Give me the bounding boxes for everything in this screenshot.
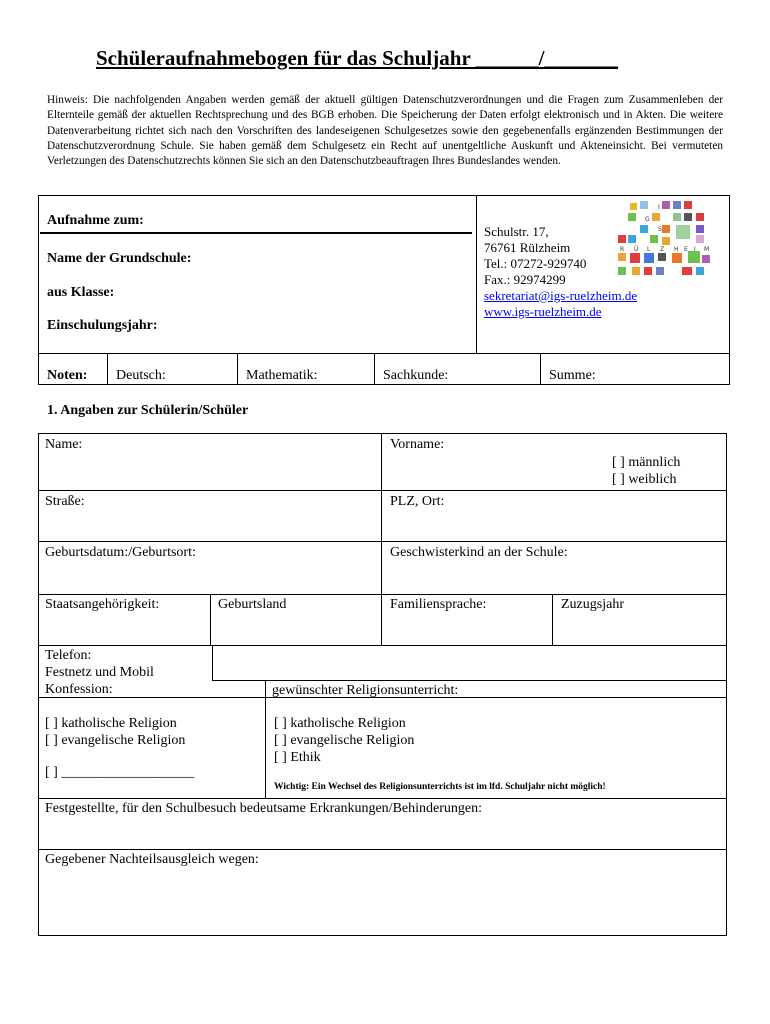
name-label: Name: (45, 437, 83, 452)
school-website-link[interactable]: www.igs-ruelzheim.de (484, 304, 602, 319)
previous-class-label: aus Klasse: (47, 285, 115, 300)
grade-math-label: Mathematik: (246, 368, 318, 383)
school-city: 76761 Rülzheim (484, 240, 571, 255)
nationality-label: Staatsangehörigkeit: (45, 597, 160, 612)
gender-female-checkbox[interactable]: [ ] weiblich (612, 472, 677, 487)
phone-sub-label: Festnetz und Mobil (45, 665, 154, 680)
illness-label: Festgestellte, für den Schulbesuch bedeutsame Erkrankungen/Behinderungen: (45, 801, 482, 816)
admission-label: Aufnahme zum: (47, 213, 144, 228)
confession-label: Konfession: (45, 682, 113, 697)
svg-text:S: S (658, 226, 662, 233)
sibling-label: Geschwisterkind an der Schule: (390, 545, 568, 560)
move-year-label: Zuzugsjahr (561, 597, 624, 612)
religion-ethics-checkbox[interactable]: [ ] Ethik (274, 750, 321, 765)
svg-text:I: I (658, 204, 660, 211)
school-fax: Fax.: 92974299 (484, 272, 566, 287)
school-email-link[interactable]: sekretariat@igs-ruelzheim.de (484, 288, 638, 303)
confession-protestant-checkbox[interactable]: [ ] evangelische Religion (45, 733, 186, 748)
svg-text:I: I (694, 246, 696, 253)
zip-city-label: PLZ, Ort: (390, 494, 445, 509)
religion-protestant-checkbox[interactable]: [ ] evangelische Religion (274, 733, 415, 748)
school-street: Schulstr. 17, (484, 224, 549, 239)
svg-text:Ü: Ü (634, 246, 639, 253)
enrollment-year-label: Einschulungsjahr: (47, 318, 158, 333)
section-heading: 1. Angaben zur Schülerin/Schüler (47, 403, 249, 418)
svg-text:G: G (645, 216, 650, 223)
gender-male-checkbox[interactable]: [ ] männlich (612, 455, 681, 470)
page-title: Schüleraufnahmebogen für das Schuljahr ______/_______ (96, 46, 618, 70)
primary-school-label: Name der Grundschule: (47, 251, 192, 266)
birth-label: Geburtsdatum:/Geburtsort: (45, 545, 196, 560)
svg-text:E: E (684, 246, 688, 253)
compensation-label: Gegebener Nachteilsausgleich wegen: (45, 852, 259, 867)
svg-text:R: R (620, 246, 625, 253)
religion-change-warning: Wichtig: Ein Wechsel des Religionsunterrichts ist im lfd. Schuljahr nicht möglich! (274, 782, 606, 792)
firstname-label: Vorname: (390, 437, 445, 452)
religion-catholic-checkbox[interactable]: [ ] katholische Religion (274, 716, 406, 731)
grade-sum-label: Summe: (549, 368, 596, 383)
street-label: Straße: (45, 494, 85, 509)
school-phone: Tel.: 07272-929740 (484, 256, 587, 271)
svg-text:Z: Z (660, 246, 665, 253)
school-address (484, 224, 637, 320)
svg-text:H: H (674, 246, 679, 253)
family-language-label: Familiensprache: (390, 597, 487, 612)
religion-class-label: gewünschter Religionsunterricht: (272, 683, 459, 698)
svg-text:M: M (704, 246, 710, 253)
privacy-notice: Hinweis: Die nachfolgenden Angaben werden gemäß der aktuell gültigen Datenschutzverordnungen und die Fragen zum Zusammenleben der Elternteile gemäß der aktuellen Rechtsprechung und des BGB erhoben. Die Speicherung der Daten erfolgt elektronisch und in Akten. Die weitere Datenverarbeitung richtet sich nach den Vorschriften des landeseigenen Schulgesetzes sowie den gegebenenfalls ergänzenden Bestimmungen der Datenschutzverordnung Schule. Sie haben gemäß dem Schulgesetz ein Recht auf unentgeltliche Auskunft und Akteneinsicht. Bei vermuteten Verletzungen des Datenschutzrechts können Sie sich an den Datenschutzbeauftragen Ihres Bundeslandes wenden. (47, 94, 723, 168)
school-logo (618, 199, 710, 277)
confession-other-checkbox[interactable]: [ ] ___________________ (45, 765, 195, 780)
grade-german-label: Deutsch: (116, 368, 166, 383)
grade-science-label: Sachkunde: (383, 368, 449, 383)
svg-text:L: L (647, 246, 651, 253)
phone-label: Telefon: (45, 648, 92, 663)
birth-country-label: Geburtsland (218, 597, 287, 612)
confession-catholic-checkbox[interactable]: [ ] katholische Religion (45, 716, 177, 731)
grades-label: Noten: (47, 368, 88, 383)
